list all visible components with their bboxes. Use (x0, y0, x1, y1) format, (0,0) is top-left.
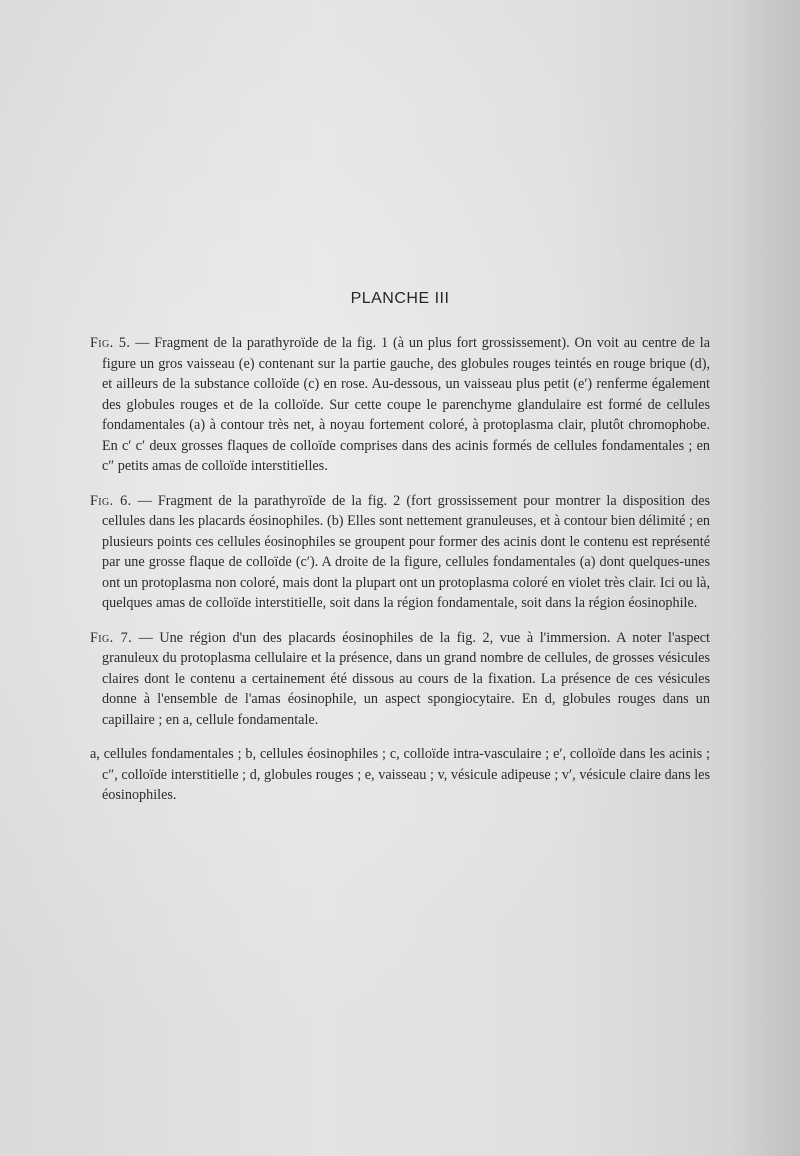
figure-text: — Une région d'un des placards éosinophiles de la fig. 2, vue à l'immersion. A noter l'aspect granuleux du protoplasma cellulaire et la présence, dans un grand nombre de cellules, de grosses vésicules claires dont le contenu a certainement été dissous au cours de la fixation. La présence de ces vésicules donne à l'ensemble de l'amas éosinophile, un aspect spongiocytaire. En d, globules rouges dans un capillaire ; en a, cellule fondamentale. (102, 629, 710, 728)
caption-block (90, 333, 710, 820)
figure-caption-6 (90, 491, 710, 614)
page-title: PLANCHE III (350, 290, 450, 307)
figure-label: Fig. 5. (90, 335, 131, 351)
figure-label: Fig. 7. (90, 629, 133, 646)
legend-paragraph: a, cellules fondamentales ; b, cellules éosinophiles ; c, colloïde intra-vasculaire ; e′, colloïde dans les acinis ; c″, colloïde interstitielle ; d, globules rouges ; e, vaisseau ; v, vésicule adipeuse ; v′, vésicule claire dans les éosinophiles. (90, 746, 710, 803)
figure-text: — Fragment de la parathyroïde de la fig. 1 (à un plus fort grossissement). On voit au centre de la figure un gros vaisseau (e) contenant sur la partie gauche, des globules rouges teintés en rouge brique (d), et ailleurs de la substance colloïde (c) en rose. Au-dessous, un vaisseau plus petit (e′) renferme également des globules rouges et de la colloïde. Sur cette coupe le parenchyme glandulaire est formé de cellules fondamentales (a) à contour très net, à noyau fortement coloré, à protoplasma clair, plutôt chromophobe. En c′ c′ deux grosses flaques de colloïde comprises dans des acinis formés de cellules fondamentales ; en c″ petits amas de colloïde interstitielles. (102, 335, 710, 474)
figure-caption-5 (90, 333, 710, 477)
figure-text: — Fragment de la parathyroïde de la fig. 2 (fort grossissement pour montrer la disposition des cellules dans les placards éosinophiles. (b) Elles sont nettement granuleuses, et à contour bien délimité ; en plusieurs points ces cellules éosinophiles se groupent pour former des acinis dont le contenu est représenté par une grosse flaque de colloïde (c′). A droite de la figure, cellules fondamentales (a) dont quelques-unes ont un protoplasma non coloré, mais dont la plupart ont un protoplasma coloré en violet très clair. Ici ou là, quelques amas de colloïde interstitielle, soit dans la région fondamentale, soit dans la région éosinophile. (102, 492, 711, 611)
figure-caption-7 (90, 628, 710, 731)
figure-label: Fig. 6. (90, 492, 132, 509)
